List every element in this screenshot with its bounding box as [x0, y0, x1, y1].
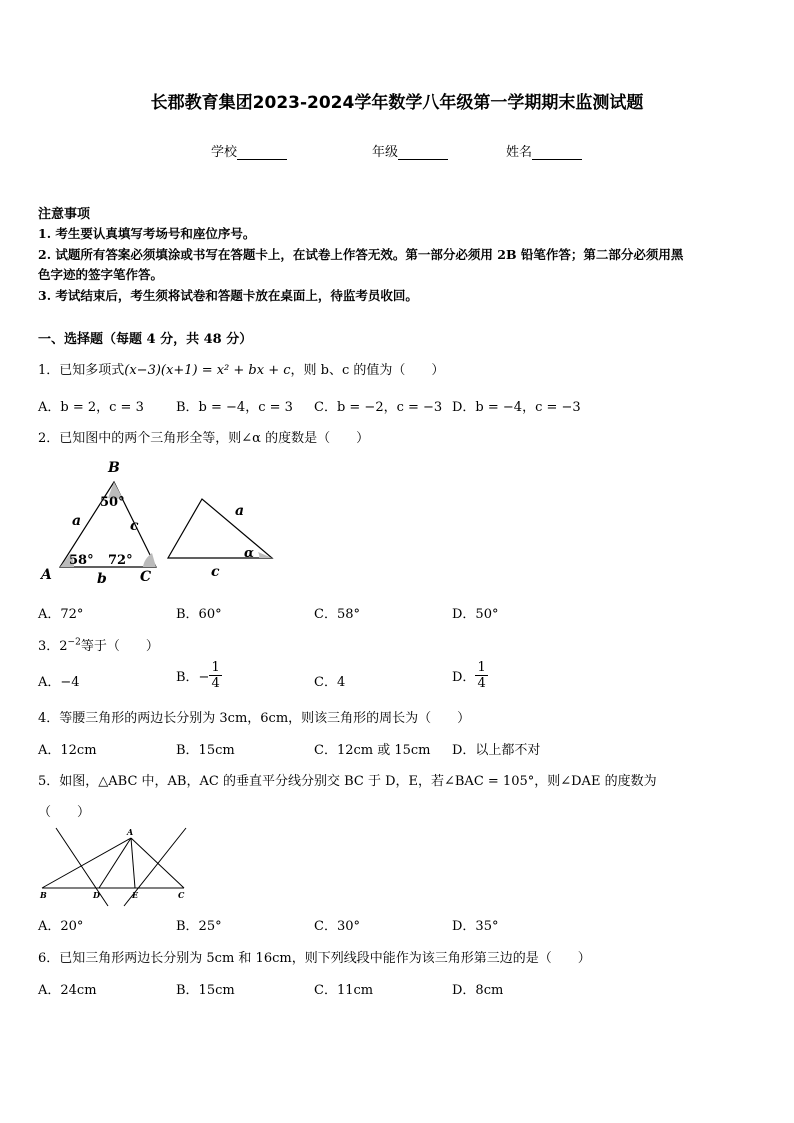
name-label: 姓名 [506, 145, 533, 160]
q3-tail: 等于（ ） [80, 639, 159, 654]
note-item: 3. 考试结束后，考生须将试卷和答题卡放在桌面上，待监考员收回。 [38, 288, 418, 303]
note-item: 1. 考生要认真填写考场号和座位序号。 [38, 226, 256, 241]
alpha-label: α [244, 546, 255, 561]
label-b: B [108, 460, 120, 476]
page-title: 长郡教育集团2023-2024学年数学八年级第一学期期末监测试题 [150, 93, 644, 113]
q3-option-a[interactable]: A．−4 [38, 675, 80, 690]
q3-d-numerator: 1 [477, 660, 486, 675]
school-blank[interactable] [237, 147, 287, 160]
q3-option-d[interactable] [452, 660, 488, 691]
name-blank[interactable] [532, 147, 582, 160]
q1-expression: (x−3)(x+1) = x² + bx + c [124, 363, 291, 378]
section-heading: 一、选择题（每题 4 分，共 48 分） [38, 332, 253, 347]
label-c: C [140, 569, 152, 585]
q3-d-fraction [475, 660, 487, 691]
q3-b-numerator: 1 [211, 660, 220, 675]
angle-a-value: 58° [69, 553, 94, 568]
note-item: 2. 试题所有答案必须填涂或书写在答题卡上，在试卷上作答无效。第一部分必须用 2B 铅笔作答；第二部分必须用黑 [38, 247, 684, 262]
q6-option-c[interactable]: C．11cm [314, 983, 374, 998]
grade-field [372, 141, 448, 160]
angle-c-mark [143, 553, 156, 567]
q3-option-c[interactable]: C．4 [314, 675, 346, 690]
q1-suffix: ，则 b、c 的值为（ ） [290, 363, 445, 378]
q3-d-prefix: D． [452, 670, 476, 685]
angle-c-value: 72° [108, 553, 133, 568]
q1-option-c[interactable]: C．b = −2，c = −3 [314, 400, 443, 415]
q2-option-b[interactable]: B．60° [176, 607, 222, 622]
side-b-label: b [97, 571, 107, 587]
q1-prefix: 1．已知多项式 [38, 363, 125, 378]
q3-b-denominator: 4 [211, 676, 220, 691]
question-3 [38, 635, 159, 654]
q2-figure [36, 455, 286, 590]
question-4: 4．等腰三角形的两边长分别为 3cm，6cm，则该三角形的周长为（ ） [38, 711, 471, 726]
q5-figure [36, 826, 206, 908]
side-a2-label: a [235, 503, 245, 519]
angle-b-value: 50° [100, 495, 125, 510]
q5-option-a[interactable]: A．20° [38, 919, 84, 934]
alpha-mark [258, 552, 272, 558]
q3-b-fraction [209, 660, 221, 691]
q5-option-d[interactable]: D．35° [452, 919, 499, 934]
note-item: 色字迹的签字笔作答。 [38, 267, 164, 282]
q3-base: 3．2 [38, 639, 68, 654]
q4-option-a[interactable]: A．12cm [38, 743, 97, 758]
side-c-label: c [130, 518, 139, 534]
q3-b-prefix: B．− [176, 670, 210, 685]
q6-option-b[interactable]: B．15cm [176, 983, 235, 998]
question-5-blank: （ ） [38, 805, 91, 820]
q4-option-b[interactable]: B．15cm [176, 743, 235, 758]
label-a: A [41, 567, 52, 583]
q2-option-c[interactable]: C．58° [314, 607, 360, 622]
q4-option-c[interactable]: C．12cm 或 15cm [314, 743, 431, 758]
question-2: 2．已知图中的两个三角形全等，则∠α 的度数是（ ） [38, 431, 370, 446]
side-c2-label: c [211, 564, 220, 580]
label-d: D [93, 890, 100, 900]
label-e: E [132, 890, 139, 900]
q1-option-d[interactable]: D．b = −4，c = −3 [452, 400, 581, 415]
q4-option-d[interactable]: D．以上都不对 [452, 743, 541, 758]
q1-option-a[interactable]: A．b = 2，c = 3 [38, 400, 144, 415]
label-c: C [178, 890, 185, 900]
q3-d-denominator: 4 [477, 676, 486, 691]
name-field [506, 141, 582, 160]
q6-option-d[interactable]: D．8cm [452, 983, 504, 998]
q6-option-a[interactable]: A．24cm [38, 983, 97, 998]
q3-option-b[interactable] [176, 660, 222, 691]
q1-option-b[interactable]: B．b = −4，c = 3 [176, 400, 293, 415]
question-6: 6．已知三角形两边长分别为 5cm 和 16cm，则下列线段中能作为该三角形第三边的是（ ） [38, 951, 591, 966]
notes-heading: 注意事项 [38, 207, 91, 222]
question-5: 5．如图，△ABC 中，AB，AC 的垂直平分线分别交 BC 于 D，E，若∠BAC = 105°，则∠DAE 的度数为 [38, 774, 657, 789]
school-field [211, 141, 287, 160]
q2-option-d[interactable]: D．50° [452, 607, 499, 622]
q5-option-b[interactable]: B．25° [176, 919, 222, 934]
q3-exponent: −2 [67, 637, 81, 648]
side-a-label: a [72, 513, 82, 529]
grade-blank[interactable] [398, 147, 448, 160]
q2-option-a[interactable]: A．72° [38, 607, 84, 622]
q5-option-c[interactable]: C．30° [314, 919, 360, 934]
label-a: A [127, 827, 134, 837]
question-1 [38, 359, 444, 378]
label-b: B [40, 890, 47, 900]
school-label: 学校 [211, 145, 238, 160]
grade-label: 年级 [372, 145, 399, 160]
